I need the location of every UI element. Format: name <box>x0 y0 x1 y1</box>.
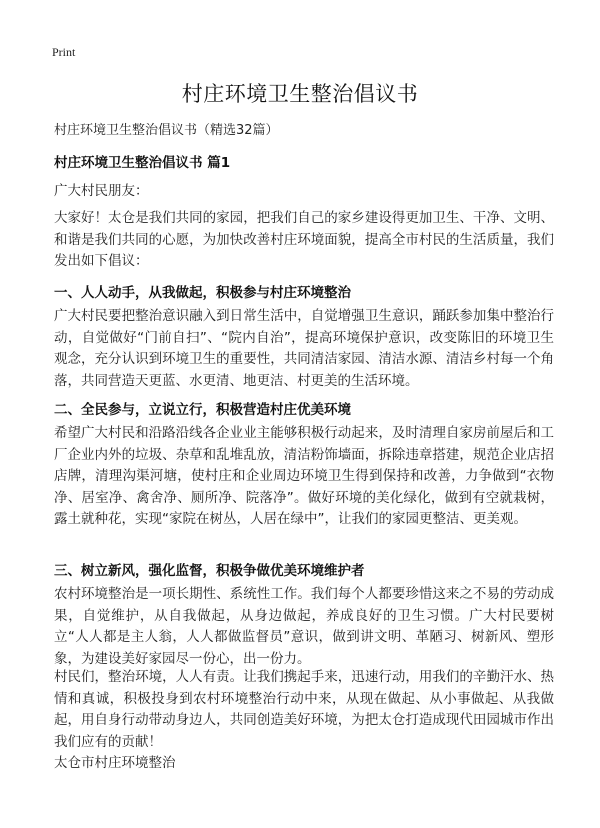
point-2-heading: 二、全民参与，立说立行，积极营造村庄优美环境 <box>54 402 351 418</box>
point-1-body: 广大村民要把整治意识融入到日常生活中，自觉增强卫生意识，踊跃参加集中整治行动，自觉做好“门前自扫”、“院内自治”，提高环境保护意识，改变陈旧的环境卫生观念，充分认识到环境卫生的重要性，共同清洁家园、清洁水源、清洁乡村每一个角落，共同营造天更蓝、水更清、地更洁、村更美的生活环境。 <box>54 308 554 389</box>
point-3-heading: 三、树立新风，强化监督，积极争做优美环境维护者 <box>54 563 365 579</box>
document-title: 村庄环境卫生整治倡议书 <box>181 82 419 106</box>
document-subtitle: 村庄环境卫生整治倡议书（精选32篇） <box>54 123 279 138</box>
signature: 太仓市村庄环境整治 <box>54 755 176 771</box>
article-heading: 村庄环境卫生整治倡议书 篇1 <box>54 155 231 171</box>
closing-paragraph: 村民们，整治环境，人人有责。让我们携起手来，迅速行动，用我们的辛勤汗水、热情和真诚，积极投身到农村环境整治行动中来，从现在做起、从小事做起、从我做起，用自身行动带动身边人，共同创造美好环境，为把太仓打造成现代田园城市作出我们应有的贡献！ <box>54 669 554 750</box>
greeting: 广大村民朋友： <box>54 183 149 199</box>
point-2-body: 希望广大村民和沿路沿线各企业业主能够积极行动起来，及时清理自家房前屋后和工厂企业内外的垃圾、杂草和乱堆乱放，清洁粉饰墙面，拆除违章搭建，规范企业店招店牌，清理沟渠河塘，使村庄和企业周边环境卫生得到保持和改善，力争做到“衣物净、居室净、禽舍净、厕所净、院落净”。做好环境的美化绿化，做到有空就栽树，露土就种花，实现“家院在树丛，人居在绿中”，让我们的家园更整洁、更美观。 <box>54 425 554 527</box>
point-1-heading: 一、人人动手，从我做起，积极参与村庄环境整治 <box>54 285 351 301</box>
intro-paragraph: 大家好！太仓是我们共同的家园，把我们自己的家乡建设得更加卫生、干净、文明、和谐是我们共同的心愿，为加快改善村庄环境面貌，提高全市村民的生活质量，我们发出如下倡议： <box>54 210 554 269</box>
point-3-body: 农村环境整治是一项长期性、系统性工作。我们每个人都要珍惜这来之不易的劳动成果，自觉维护，从自我做起，从身边做起，养成良好的卫生习惯。广大村民要树立“人人都是主人翁，人人都做监督员”意识，做到讲文明、革陋习、树新风、塑形象，为建设美好家园尽一份心，出一份力。 <box>54 586 554 667</box>
print-label[interactable]: Print <box>52 45 76 59</box>
